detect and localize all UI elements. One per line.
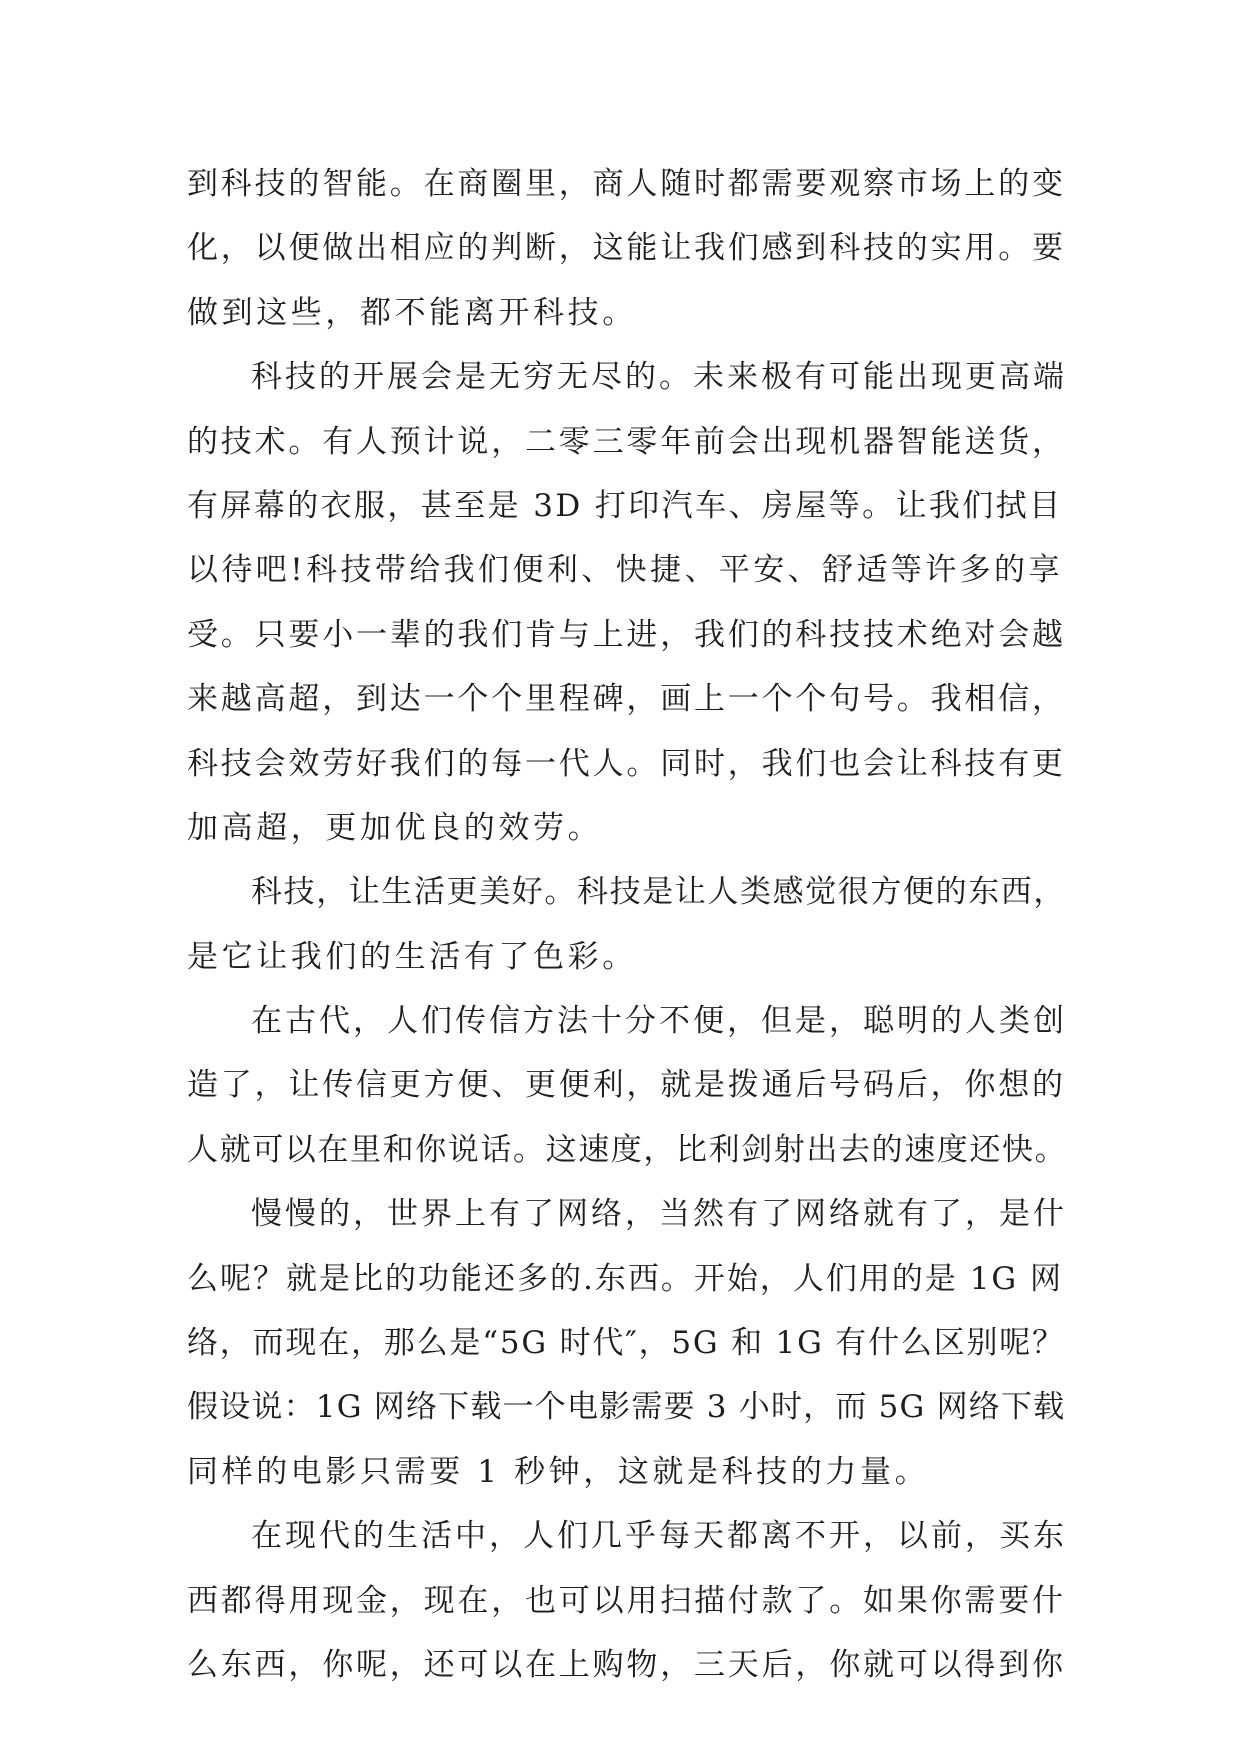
text-line: 来越高超，到达一个个里程碑，画上一个个句号。我相信，	[187, 681, 1066, 718]
text-line: 科技会效劳好我们的每一代人。同时，我们也会让科技有更	[187, 745, 1066, 782]
text-line: 么东西，你呢，还可以在上购物，三天后，你就可以得到你	[187, 1646, 1066, 1683]
text-line: 在现代的生活中，人们几乎每天都离不开，以前，买东	[251, 1518, 1067, 1555]
text-line: 加高超，更加优良的效劳。	[187, 809, 603, 846]
text-line: 西都得用现金，现在，也可以用扫描付款了。如果你需要什	[187, 1582, 1066, 1619]
text-line: 受。只要小一辈的我们肯与上进，我们的科技技术绝对会越	[187, 616, 1066, 653]
text-line: 以待吧!科技带给我们便利、快捷、平安、舒适等许多的享	[187, 552, 1063, 589]
paragraph	[187, 860, 1067, 989]
text-line: 同样的电影只需要 1 秒钟，这就是科技的力量。	[187, 1453, 930, 1490]
text-line: 人就可以在里和你说话。这速度，比利剑射出去的速度还快。	[187, 1131, 1068, 1168]
text-line: 是它让我们的生活有了色彩。	[187, 938, 637, 975]
text-line: 科技，让生活更美好。科技是让人类感觉很方便的东西，	[251, 874, 1066, 911]
paragraph	[187, 152, 1067, 345]
paragraph	[187, 989, 1067, 1182]
text-line: 做到这些，都不能离开科技。	[187, 294, 637, 331]
paragraph	[187, 1504, 1067, 1697]
text-line: 有屏幕的衣服，甚至是 3D 打印汽车、房屋等。让我们拭目	[187, 487, 1063, 524]
text-line: 造了，让传信更方便、更便利，就是拨通后号码后，你想的	[187, 1067, 1066, 1104]
text-line: 假设说：1G 网络下载一个电影需要 3 小时，而 5G 网络下载	[187, 1389, 1066, 1426]
text-line: 的技术。有人预计说，二零三零年前会出现机器智能送货，	[187, 423, 1066, 460]
text-line: 到科技的智能。在商圈里，商人随时都需要观察市场上的变	[187, 166, 1066, 202]
paragraph	[187, 345, 1067, 860]
text-line: 科技的开展会是无穷无尽的。未来极有可能出现更高端	[251, 359, 1067, 396]
text-line: 慢慢的，世界上有了网络，当然有了网络就有了，是什	[251, 1196, 1067, 1233]
document-body	[187, 152, 1067, 1697]
paragraph	[187, 1182, 1067, 1504]
text-line: 化，以便做出相应的判断，这能让我们感到科技的实用。要	[187, 230, 1066, 267]
text-line: 么呢？就是比的功能还多的.东西。开始，人们用的是 1G 网	[187, 1260, 1064, 1297]
text-line: 络，而现在，那么是“5G 时代″，5G 和 1G 有什么区别呢？	[187, 1325, 1065, 1362]
text-line: 在古代，人们传信方法十分不便，但是，聪明的人类创	[251, 1003, 1067, 1040]
